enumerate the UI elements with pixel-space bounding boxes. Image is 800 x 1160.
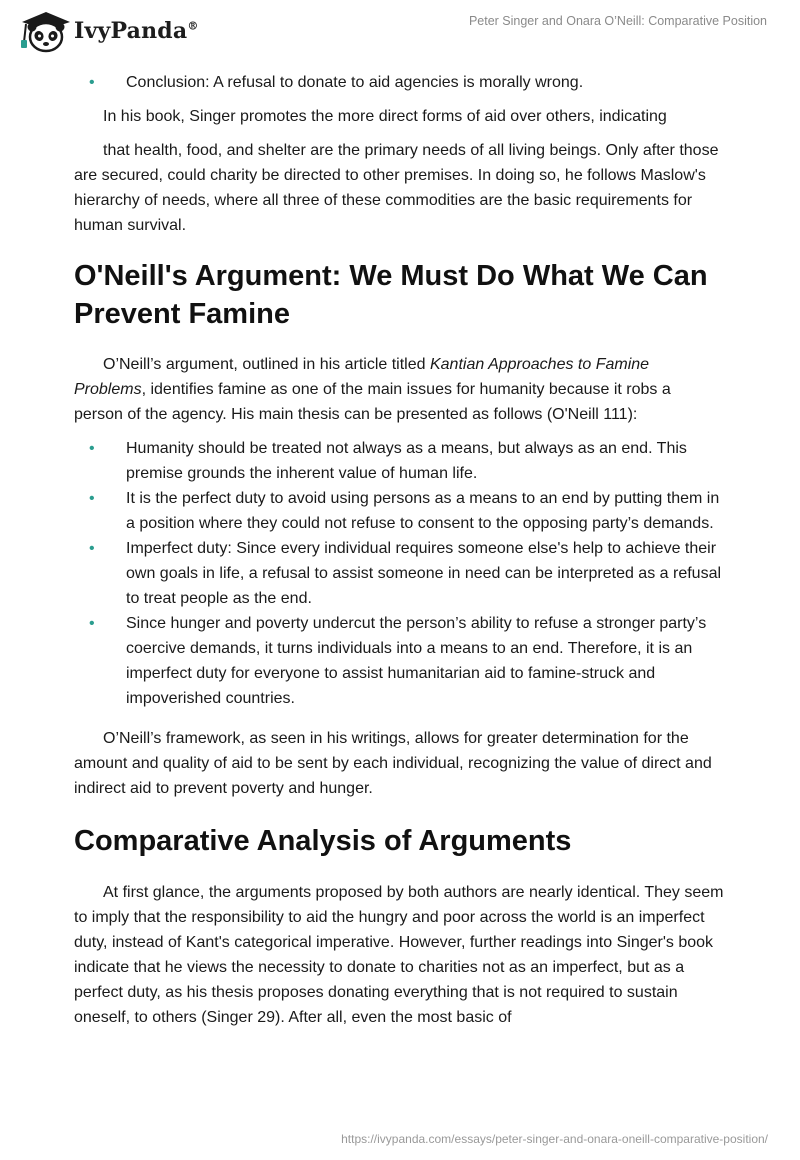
paragraph: O’Neill’s argument, outlined in his article titled Kantian Approaches to Famine Problems, identifies famine as one of the main issues for humanity because it robs a person of the agency. His main thesis can be presented as follows (O'Neill 111): bbox=[74, 356, 671, 423]
essay-content bbox=[74, 70, 724, 1030]
section-heading-comparative: Comparative Analysis of Arguments bbox=[74, 825, 572, 857]
bullet-list-oneill bbox=[74, 436, 724, 711]
brand-logo[interactable] bbox=[14, 8, 199, 54]
brand-name: IvyPanda® bbox=[74, 18, 199, 44]
list-item: • It is the perfect duty to avoid using persons as a means to an end by putting them in a position where they could not refuse to consent to the opposing party’s demands. bbox=[74, 486, 724, 536]
list-item bbox=[74, 70, 724, 95]
article-title: Kantian Approaches to Famine Problems bbox=[74, 356, 650, 398]
paragraph: O’Neill’s framework, as seen in his writings, allows for greater determination for the amount and quality of aid to be sent by each individual, recognizing the value of direct and indirect aid to prevent poverty and hunger. bbox=[74, 730, 712, 797]
source-url-link[interactable]: https://ivypanda.com/essays/peter-singer-and-onara-oneill-comparative-position/ bbox=[341, 1132, 768, 1146]
list-item: • Since hunger and poverty undercut the person’s ability to refuse a stronger party’s coercive demands, it turns individuals into a means to an end. Therefore, it is an imperfect duty for everyone to assist humanitarian aid to famine-struck and impoverished countries. bbox=[74, 611, 724, 711]
list-item: • Humanity should be treated not always as a means, but always as an end. This premise grounds the inherent value of human life. bbox=[74, 436, 724, 486]
paragraph-line: In his book, Singer promotes the more direct forms of aid over others, indicating bbox=[103, 108, 667, 125]
list-item: • Imperfect duty: Since every individual requires someone else's help to achieve their own goals in life, a refusal to assist someone in need can be interpreted as a refusal to treat people as the end. bbox=[74, 536, 724, 611]
list-item-text: Conclusion: A refusal to donate to aid agencies is morally wrong. bbox=[126, 74, 584, 91]
bullet-icon: • bbox=[89, 490, 95, 507]
panda-graduate-icon bbox=[14, 8, 70, 54]
bullet-icon: • bbox=[89, 440, 95, 457]
page-header bbox=[0, 0, 800, 64]
paragraph: At first glance, the arguments proposed by both authors are nearly identical. They seem to imply that the responsibility to aid the hungry and poor across the world is an imperfect duty, instead of Kant's categorical imperative. However, further readings into Singer's book indicate that he views the necessity to donate to charities not as an imperfect, but as a perfect duty, as his thesis proposes donating everything that is not required to sustain oneself, to others (Singer 29). After all, even the most basic of bbox=[74, 884, 724, 1026]
bullet-icon: • bbox=[89, 74, 95, 91]
bullet-list-singer bbox=[74, 70, 724, 95]
section-heading-oneill: O'Neill's Argument: We Must Do What We Can Prevent Famine bbox=[74, 260, 708, 330]
document-title: Peter Singer and Onara O’Neill: Comparative Position bbox=[468, 14, 767, 28]
bullet-icon: • bbox=[89, 540, 95, 557]
paragraph: that health, food, and shelter are the primary needs of all living beings. Only after those are secured, could charity be directed to other premises. In doing so, he follows Maslow's hierarchy of needs, where all three of these commodities are the basic requirements for human survival. bbox=[74, 142, 719, 234]
bullet-icon: • bbox=[89, 615, 95, 632]
